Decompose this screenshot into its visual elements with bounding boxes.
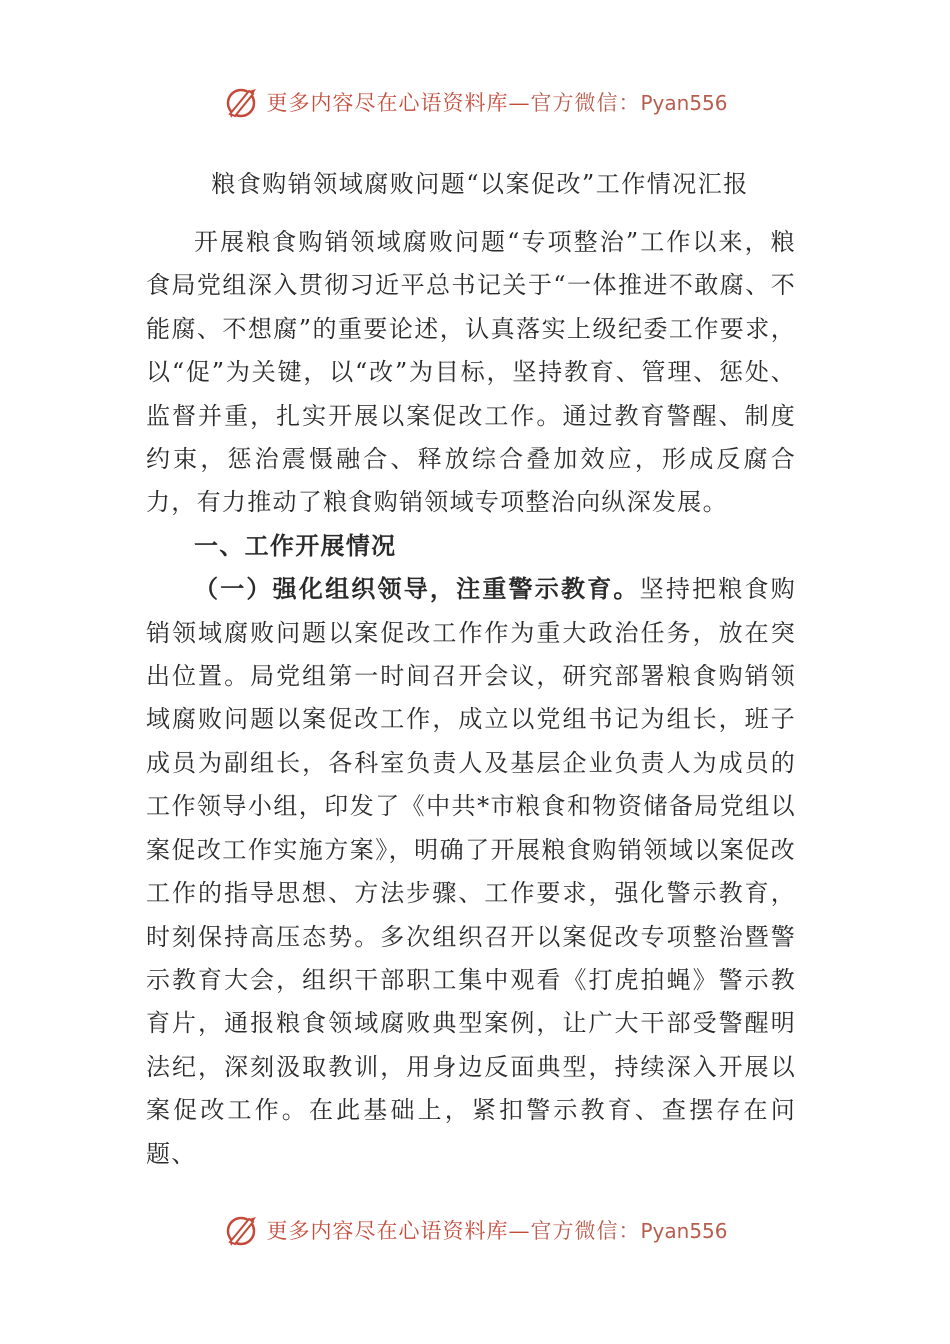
watermark-separator: —	[508, 91, 531, 115]
document-body	[146, 221, 796, 1176]
pen-circle-icon	[222, 1210, 262, 1250]
watermark-wechat-label: 官方微信：	[530, 91, 641, 115]
paragraph-text: 坚持把粮食购销领域腐败问题以案促改工作作为重大政治任务，放在突出位置。局党组第一时间召开会议，研究部署粮食购销领域腐败问题以案促改工作，成立以党组书记为组长，班子成员为副组长，各科室负责人及基层企业负责人为成员的工作领导小组，印发了《中共*市粮食和物资储备局党组以案促改工作实施方案》，明确了开展粮食购销领域以案促改工作的指导思想、方法步骤、工作要求，强化警示教育，时刻保持高压态势。多次组织召开以案促改专项整治暨警示教育大会，组织干部职工集中观看《打虎拍蝇》警示教育片，通报粮食领域腐败典型案例，让广大干部受警醒明法纪，深刻汲取教训，用身边反面典型，持续深入开展以案促改工作。在此基础上，紧扣警示教育、查摆存在问题、	[146, 575, 796, 1168]
watermark-separator: —	[508, 1219, 531, 1243]
pen-circle-icon	[222, 82, 262, 122]
watermark-wechat-id: Pyan556	[640, 91, 728, 115]
paragraph-lead: （一）强化组织领导，注重警示教育。	[194, 575, 640, 604]
section-heading: 一、工作开展情况	[194, 531, 397, 560]
intro-paragraph: 开展粮食购销领域腐败问题“专项整治”工作以来，粮食局党组深入贯彻习近平总书记关于“一体推进不敢腐、不能腐、不想腐”的重要论述，认真落实上级纪委工作要求，以“促”为关键，以“改”为目标，坚持教育、管理、惩处、监督并重，扎实开展以案促改工作。通过教育警醒、制度约束，惩治震慑融合、释放综合叠加效应，形成反腐合力，有力推动了粮食购销领域专项整治向纵深发展。	[146, 228, 796, 517]
watermark-wechat-id: Pyan556	[640, 1219, 728, 1243]
watermark-main-text: 更多内容尽在心语资料库	[266, 1219, 509, 1243]
section-paragraph	[146, 568, 796, 1176]
watermark-header	[0, 82, 950, 122]
watermark-wechat-label: 官方微信：	[530, 1219, 641, 1243]
watermark-footer	[0, 1210, 950, 1250]
document-title: 粮食购销领域腐败问题“以案促改”工作情况汇报	[211, 170, 749, 198]
watermark-main-text: 更多内容尽在心语资料库	[266, 91, 509, 115]
